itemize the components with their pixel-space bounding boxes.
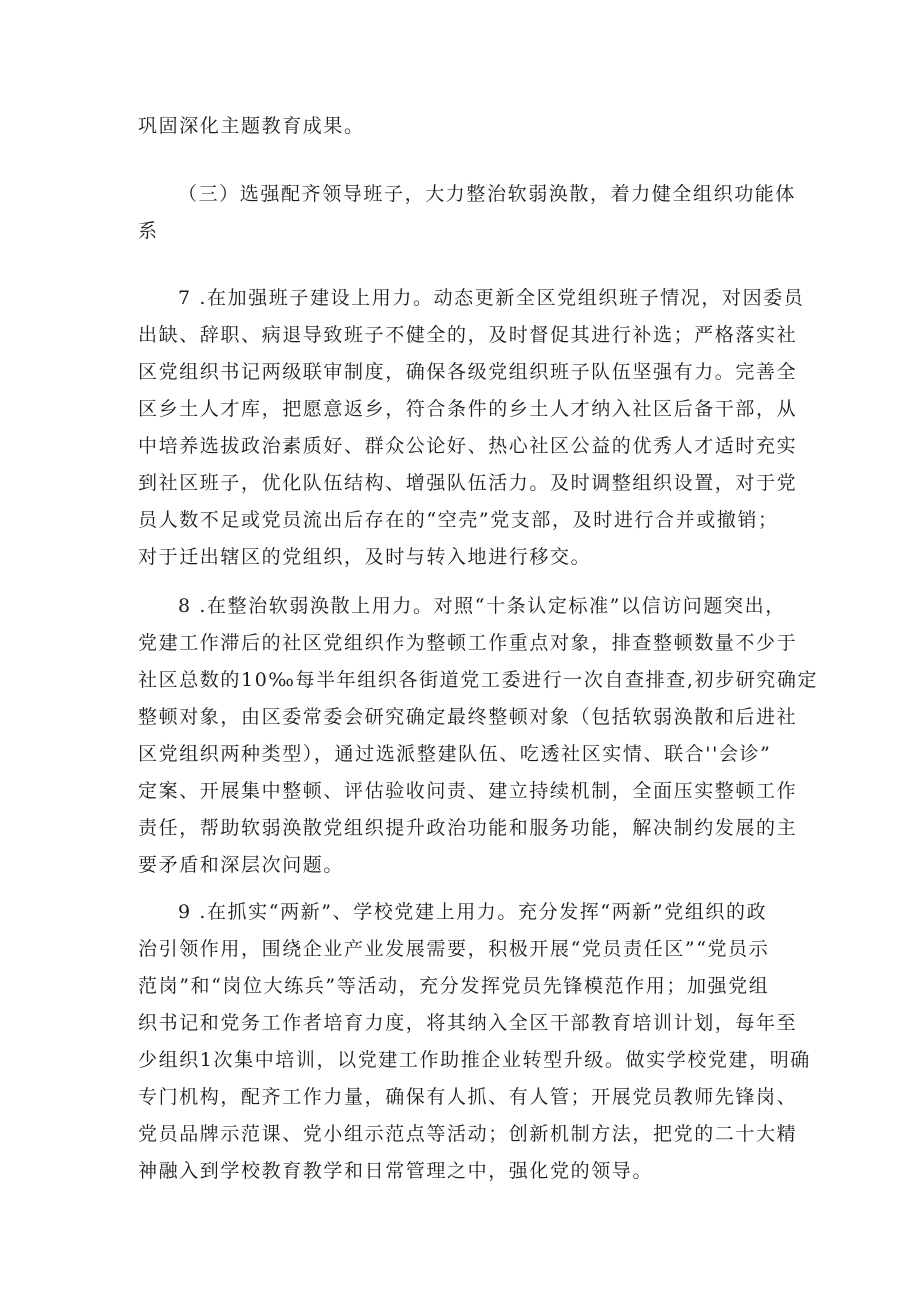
paragraph-line: 定案、开展集中整顿、评估验收问责、建立持续机制，全面压实整顿工作: [138, 780, 798, 802]
paragraph-line: 织书记和党务工作者培育力度，将其纳入全区干部教育培训计划，每年至: [138, 1012, 798, 1034]
paragraph-line: 神融入到学校教育教学和日常管理之中，强化党的领导。: [138, 1160, 654, 1182]
continuation-paragraph: [138, 108, 778, 145]
section-heading: [138, 176, 797, 250]
paragraph-line: 少组织1次集中培训，以党建工作助推企业转型升级。做实学校党建，明确: [138, 1049, 811, 1071]
paragraph-line: 区党组织书记两级联审制度，确保各级党组织班子队伍坚强有力。完善全: [138, 361, 798, 383]
paragraph-line: 专门机构，配齐工作力量，确保有人抓、有人管；开展党员教师先锋岗、: [138, 1086, 798, 1108]
paragraph-line: 员人数不足或党员流出后存在的“空壳”党支部，及时进行合并或撤销；: [138, 509, 779, 531]
paragraph-line: 要矛盾和深层次问题。: [138, 854, 345, 876]
paragraph-line: 区乡土人才库，把愿意返乡，符合条件的乡土人才纳入社区后备干部，从: [138, 398, 798, 420]
paragraph-line: 范岗”和“岗位大练兵”等活动，充分发挥党员先锋模范作用；加强党组: [138, 975, 770, 997]
item-9-paragraph: [138, 894, 811, 1190]
paragraph-line: 中培养选拔政治素质好、群众公论好、热心社区公益的优秀人才适时充实: [138, 435, 798, 457]
paragraph-line: 9 .在抓实“两新”、学校党建上用力。充分发挥“两新”党组织的政: [178, 901, 768, 923]
paragraph-line: 责任，帮助软弱涣散党组织提升政治功能和服务功能，解决制约发展的主: [138, 817, 798, 839]
item-7-paragraph: [138, 280, 805, 576]
paragraph-line: 系: [138, 220, 159, 242]
paragraph-line: 对于迁出辖区的党组织，及时与转入地进行移交。: [138, 546, 592, 568]
paragraph-line: 党员品牌示范课、党小组示范点等活动；创新机制方法，把党的二十大精: [138, 1123, 798, 1145]
item-8-paragraph: [138, 588, 819, 884]
paragraph-line: 区党组织两种类型），通过选派整建队伍、吃透社区实情、联合''会诊”: [138, 743, 772, 765]
paragraph-line: 8 .在整治软弱涣散上用力。对照“十条认定标准”以信访问题突出，: [178, 595, 786, 617]
paragraph-line: 党建工作滞后的社区党组织作为整顿工作重点对象，排查整顿数量不少于: [138, 632, 798, 654]
paragraph-line: 社区总数的10‰每半年组织各街道党工委进行一次自查排查,初步研究确定: [138, 669, 819, 691]
paragraph-line: 治引领作用，围绕企业产业发展需要，积极开展“党员责任区”“党员示: [138, 938, 770, 960]
paragraph-line: 整顿对象，由区委常委会研究确定最终整顿对象（包括软弱涣散和后进社: [138, 706, 798, 728]
paragraph-line: （三）选强配齐领导班子，大力整治软弱涣散，着力健全组织功能体: [178, 183, 797, 205]
paragraph-line: 7 .在加强班子建设上用力。动态更新全区党组织班子情况，对因委员: [178, 287, 805, 309]
paragraph-line: 出缺、辞职、病退导致班子不健全的，及时督促其进行补选；严格落实社: [138, 324, 798, 346]
paragraph-line: 到社区班子，优化队伍结构、增强队伍活力。及时调整组织设置，对于党: [138, 472, 798, 494]
paragraph-line: 巩固深化主题教育成果。: [138, 115, 365, 137]
